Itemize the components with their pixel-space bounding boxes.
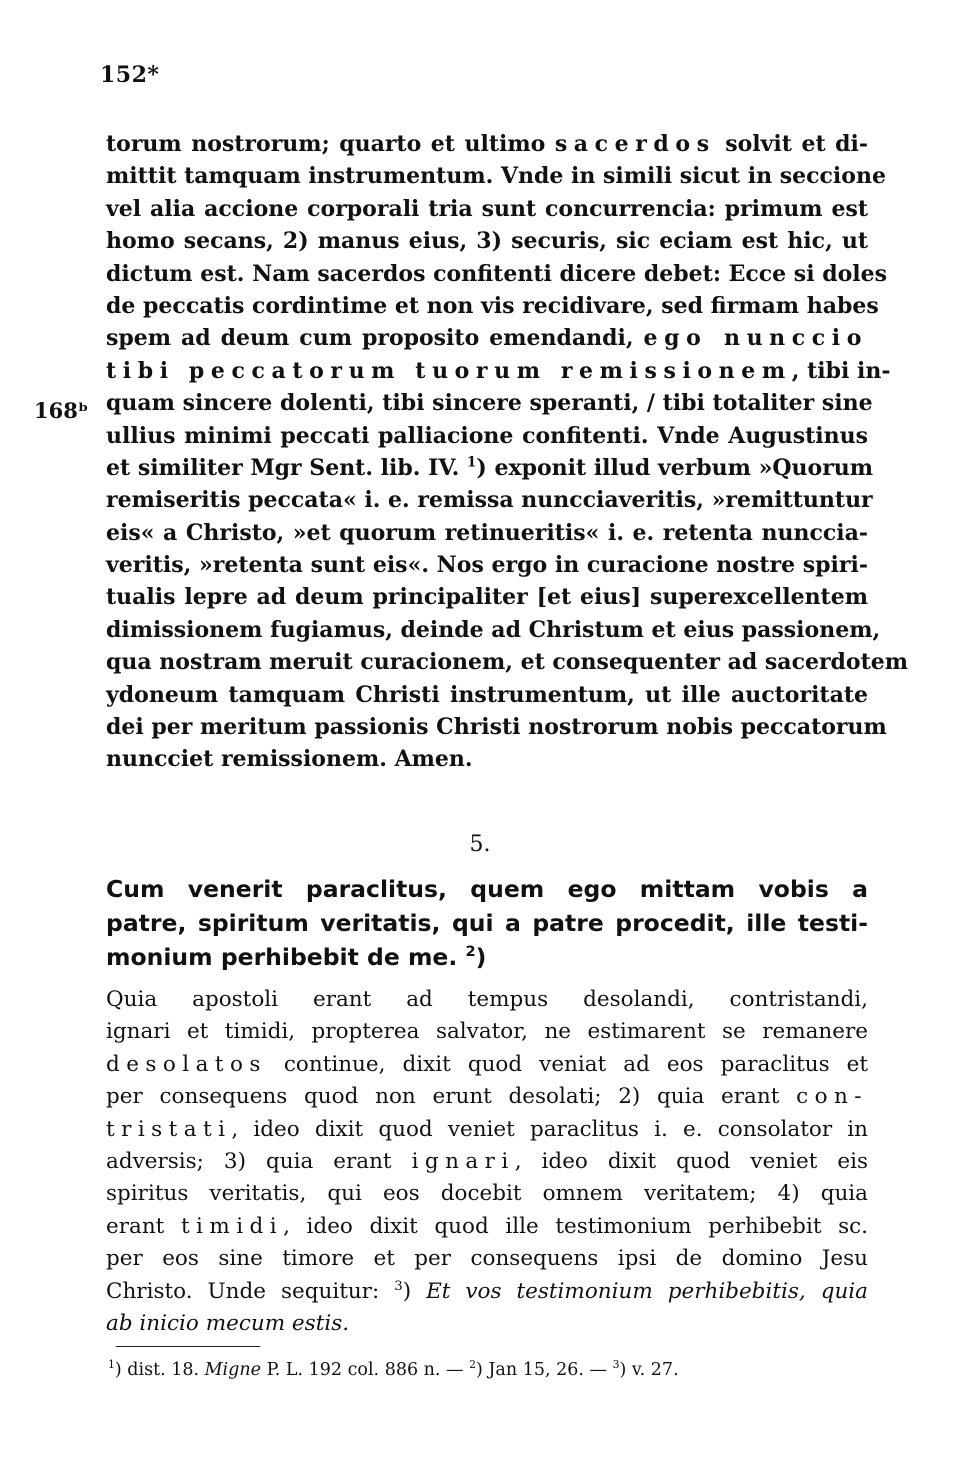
margin-folio-note: 168ᵇ — [34, 398, 89, 423]
block-2-line: adversis; 3) quia erant ignari, ideo dixit quod veniet eis — [106, 1148, 869, 1174]
block-1-line: tualis lepre ad deum principaliter [et eius] superexcellentem — [106, 584, 868, 611]
block-1-line: ydoneum tamquam Christi instrumentum, ut ille auctoritate — [106, 681, 868, 708]
block-1-line: et similiter Mgr Sent. lib. IV. $^1$) exponit illud verbum »Quorum — [106, 454, 874, 481]
block-1-line: veritis, »retenta sunt eis«. Nos ergo in curacione nostre spiri- — [106, 552, 868, 579]
block-2-line: erant timidi, ideo dixit quod ille testimonium perhibebit sc. — [106, 1213, 869, 1239]
section-heading — [106, 872, 868, 974]
block-1-line: torum nostrorum; quarto et ultimo sacerdos solvit et di- — [106, 131, 868, 157]
block-2-line: ab inicio mecum estis. — [106, 1310, 350, 1336]
block-1-line: eis« a Christo, »et quorum retinueritis« i. e. retenta nunccia- — [106, 519, 868, 546]
block-1-line: vel alia accione corporali tria sunt concurrencia: primum est — [106, 195, 868, 222]
block-2-line: desolatos continue, dixit quod veniat ad eos paraclitus et — [106, 1051, 868, 1077]
heading-line: monium perhibebit de me. $^2$) — [106, 943, 487, 971]
block-1-line: mittit tamquam instrumentum. Vnde in simili sicut in seccione — [106, 163, 886, 190]
block-1-line: tibi peccatorum tuorum remissionem, tibi in- — [106, 357, 891, 384]
block-2-line: Christo. Unde sequitur: $^3$) Et vos testimonium perhibebitis, quia — [106, 1278, 868, 1304]
page-number: 152* — [100, 62, 160, 88]
block-2-line: Quia apostoli erant ad tempus desolandi, contristandi, — [106, 987, 868, 1012]
block-1-line: de peccatis cordintime et non vis recidivare, sed firmam habes — [106, 292, 879, 319]
block-1-line: remiseritis peccata« i. e. remissa nuncciaveritis, »remittuntur — [106, 487, 873, 514]
block-2-line: tristati, ideo dixit quod veniet paraclitus i. e. consolator in — [106, 1116, 868, 1142]
paragraph-block-1 — [106, 128, 909, 776]
block-1-line: homo secans, 2) manus eius, 3) securis, sic eciam est hic, ut — [106, 228, 868, 255]
block-1-line: ullius minimi peccati palliacione confitenti. Vnde Augustinus — [106, 422, 868, 449]
paragraph-block-2 — [106, 984, 868, 1340]
block-1-line: dimissionem fugiamus, deinde ad Christum et eius passionem, — [106, 616, 881, 643]
block-1-line: spem ad deum cum proposito emendandi, ego nunccio — [106, 325, 868, 352]
footnote-rule — [116, 1346, 260, 1347]
block-2-line: per eos sine timore et per consequens ipsi de domino Jesu — [106, 1246, 868, 1272]
footnotes: $^1$) dist. 18. Migne P. L. 192 col. 886 n. — $^2$) Jan 15, 26. — $^3$) v. 27. — [108, 1358, 679, 1380]
block-1-line: nuncciet remissionem. Amen. — [106, 746, 473, 773]
block-1-line: dei per meritum passionis Christi nostrorum nobis peccatorum — [106, 714, 887, 741]
block-1-line: quam sincere dolenti, tibi sincere speranti, / tibi totaliter sine — [106, 390, 873, 417]
heading-line: Cum venerit paraclitus, quem ego mittam vobis a — [106, 875, 868, 903]
block-2-line: ignari et timidi, propterea salvator, ne estimarent se remanere — [106, 1019, 868, 1045]
block-2-line: spiritus veritatis, qui eos docebit omnem veritatem; 4) quia — [106, 1181, 868, 1207]
block-1-line: dictum est. Nam sacerdos confitenti dicere debet: Ecce si doles — [106, 260, 888, 287]
block-2-line: per consequens quod non erunt desolati; 2) quia erant con- — [106, 1084, 868, 1110]
heading-line: patre, spiritum veritatis, qui a patre procedit, ille testi- — [106, 909, 868, 937]
block-1-line: qua nostram meruit curacionem, et consequenter ad sacerdotem — [106, 649, 909, 676]
section-number: 5. — [469, 832, 491, 857]
